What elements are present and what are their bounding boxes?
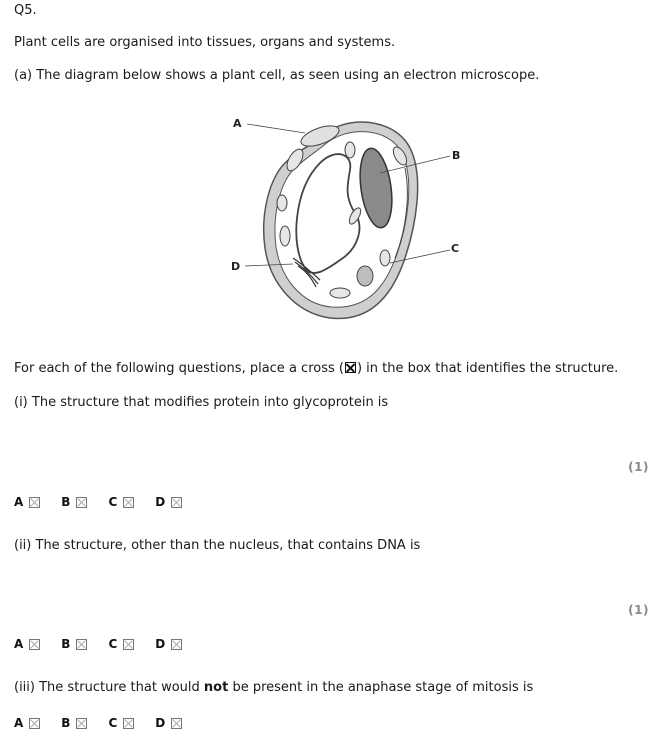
organelle [280,226,290,246]
checkbox-icon[interactable] [123,497,134,508]
instruction-text [14,361,618,376]
option-label: C [108,716,118,730]
checkbox-icon[interactable] [171,497,182,508]
option-label: C [108,495,118,509]
text-bold: not [203,680,229,695]
option-c[interactable] [108,716,134,730]
option-d[interactable] [155,637,182,651]
option-label: D [155,716,166,730]
option-d[interactable] [155,495,182,509]
option-label: D [155,495,166,509]
option-label: B [61,716,71,730]
checkbox-icon[interactable] [76,639,87,650]
part-a-text: (a) The diagram below shows a plant cell, as seen using an electron microscope. [14,68,540,83]
checkbox-icon[interactable] [171,718,182,729]
option-b[interactable] [61,495,87,509]
checkbox-icon[interactable] [171,639,182,650]
organelle [330,288,350,298]
checkbox-icon[interactable] [123,639,134,650]
instruction-before: For each of the following questions, place a cross ( [14,361,344,376]
option-label: A [14,637,24,651]
option-label: B [61,495,71,509]
organelle [380,250,390,266]
instruction-after: ) in the box that identifies the structure. [356,361,619,376]
subquestion-iii-text [14,680,533,695]
subquestion-i-text: (i) The structure that modifies protein into glycoprotein is [14,395,389,410]
checkbox-icon[interactable] [76,718,87,729]
option-b[interactable] [61,637,87,651]
answer-options-iii [14,716,203,730]
marks-i: (1) [628,460,649,474]
text-before: (iii) The structure that would [14,680,204,695]
marks-ii: (1) [628,603,649,617]
checkbox-icon[interactable] [123,718,134,729]
option-label: B [61,637,71,651]
label-b: B [452,149,461,162]
option-label: A [14,495,24,509]
checkbox-icon[interactable] [29,497,40,508]
option-c[interactable] [108,637,134,651]
option-b[interactable] [61,716,87,730]
answer-options-ii [14,637,203,651]
option-label: C [108,637,118,651]
answer-options-i [14,495,203,509]
checkbox-icon[interactable] [76,497,87,508]
option-label: A [14,716,24,730]
checkbox-icon[interactable] [29,639,40,650]
organelle [345,142,355,158]
option-a[interactable] [14,716,40,730]
subquestion-ii-text: (ii) The structure, other than the nucleus, that contains DNA is [14,538,421,553]
label-c: C [451,242,460,255]
label-d: D [231,260,241,273]
option-label: D [155,637,166,651]
option-a[interactable] [14,495,40,509]
organelle [277,195,287,211]
text-after: be present in the anaphase stage of mitosis is [228,680,534,695]
option-a[interactable] [14,637,40,651]
cross-box-icon [345,362,356,373]
intro-text: Plant cells are organised into tissues, organs and systems. [14,35,396,50]
option-d[interactable] [155,716,182,730]
organelle [357,266,373,286]
option-c[interactable] [108,495,134,509]
label-a: A [233,117,242,130]
question-number: Q5. [14,3,37,18]
plant-cell-diagram [225,108,475,328]
checkbox-icon[interactable] [29,718,40,729]
